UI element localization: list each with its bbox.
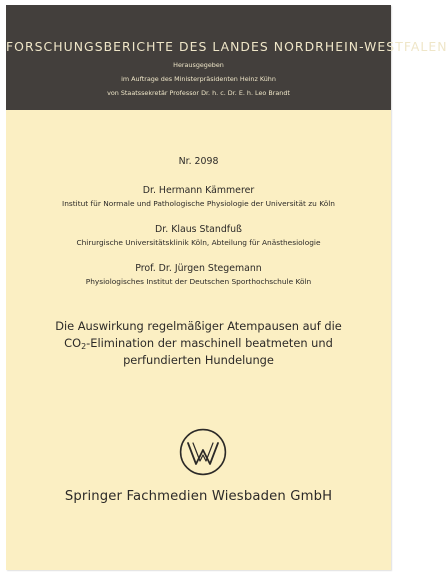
series-title: FORSCHUNGSBERICHTE DES LANDES NORDRHEIN-WESTFALEN bbox=[6, 39, 448, 54]
publisher-name: Springer Fachmedien Wiesbaden GmbH bbox=[64, 489, 333, 504]
editor-line-ministerpraesident: im Auftrage des Ministerpräsidenten Heinz Kühn bbox=[121, 75, 276, 83]
author-affiliation-1: Institut für Normale und Pathologische Physiologie der Universität zu Köln bbox=[62, 199, 335, 208]
author-affiliation-3: Physiologisches Institut der Deutschen Sporthochschule Köln bbox=[85, 277, 312, 286]
editor-line-staatssekretaer: von Staatssekretär Professor Dr. h. c. Dr. E. h. Leo Brandt bbox=[107, 89, 290, 97]
author-affiliation-2: Chirurgische Universitätsklinik Köln, Abteilung für Anästhesiologie bbox=[76, 238, 321, 247]
author-name-3: Prof. Dr. Jürgen Stegemann bbox=[135, 263, 262, 274]
author-name-1: Dr. Hermann Kämmerer bbox=[142, 185, 255, 196]
book-title-line-3: perfundierten Hundelunge bbox=[123, 353, 274, 367]
springer-vs-logo-icon bbox=[179, 428, 227, 476]
series-header-band bbox=[6, 5, 448, 110]
book-title-line-1: Die Auswirkung regelmäßiger Atempausen auf die bbox=[55, 319, 342, 333]
title-co-text: CO bbox=[64, 336, 82, 350]
author-name-2: Dr. Klaus Standfuß bbox=[155, 224, 242, 235]
book-cover bbox=[6, 5, 448, 570]
volume-number: Nr. 2098 bbox=[178, 156, 219, 167]
title-subscript: 2 bbox=[81, 342, 87, 351]
title-line-2-rest: -Elimination der maschinell beatmeten und bbox=[86, 336, 333, 350]
editor-line-herausgegeben: Herausgegeben bbox=[173, 61, 224, 69]
book-title-line-2 bbox=[6, 336, 391, 350]
